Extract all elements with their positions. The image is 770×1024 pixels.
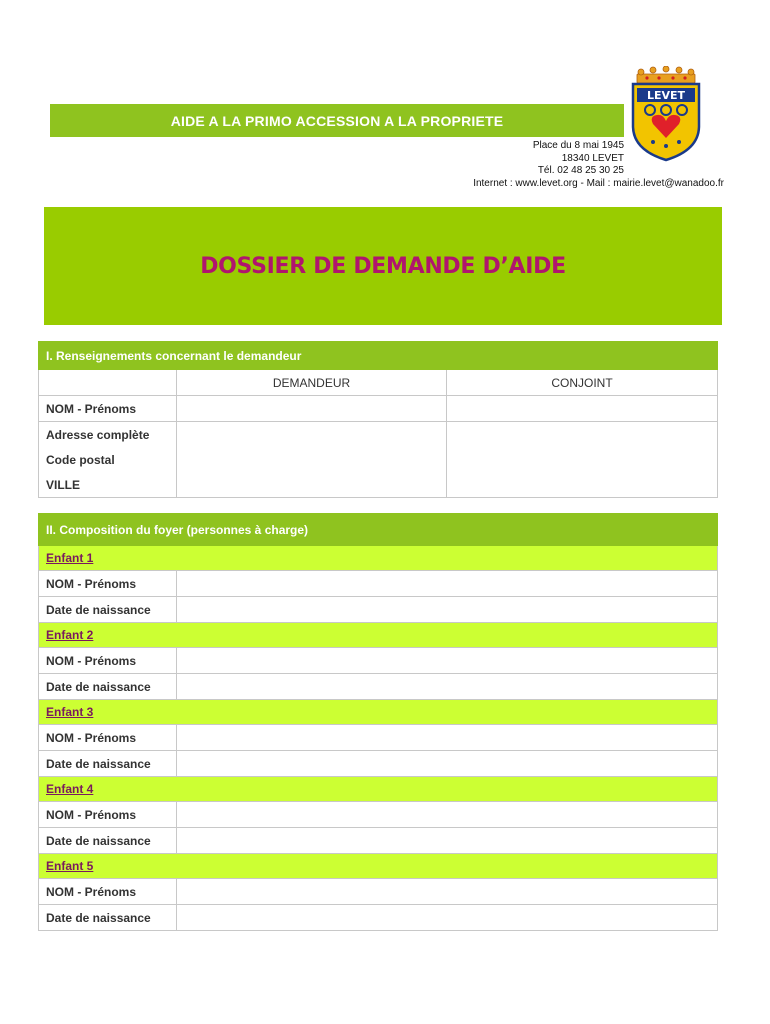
child-2-header [39, 623, 718, 648]
section-1-heading: I. Renseignements concernant le demandeur [39, 342, 718, 370]
levet-crest-logo [629, 66, 703, 162]
child-4-name-field[interactable] [177, 802, 718, 828]
child-4-dob-field[interactable] [177, 828, 718, 854]
document-title-block [44, 207, 722, 325]
conjoint-nom-field[interactable] [447, 396, 718, 422]
section-2-header [39, 514, 718, 546]
child-5-header [39, 854, 718, 879]
child-2-name-field[interactable] [177, 648, 718, 674]
row-label-nom: NOM - Prénoms [39, 396, 177, 422]
child-1-dob-field[interactable] [177, 597, 718, 623]
contact-line-1: Place du 8 mai 1945 [532, 140, 624, 151]
col-conjoint: CONJOINT [447, 370, 718, 396]
child-4-dob-label: Date de naissance [39, 828, 177, 854]
row-label-ville: VILLE [39, 473, 177, 498]
child-4-name-label: NOM - Prénoms [39, 802, 177, 828]
child-5-dob-label: Date de naissance [39, 905, 177, 931]
section-2-heading: II. Composition du foyer (personnes à charge) [39, 514, 718, 546]
child-5-name-label: NOM - Prénoms [39, 879, 177, 905]
row-label-adresse: Adresse complète [39, 422, 177, 448]
child-3-dob-label: Date de naissance [39, 751, 177, 777]
child-4-header [39, 777, 718, 802]
child-2-name-label: NOM - Prénoms [39, 648, 177, 674]
child-1-name-label: NOM - Prénoms [39, 571, 177, 597]
child-3-name-label: NOM - Prénoms [39, 725, 177, 751]
child-3-dob-field[interactable] [177, 751, 718, 777]
child-3-header [39, 700, 718, 725]
child-5-name-field[interactable] [177, 879, 718, 905]
child-2-dob-field[interactable] [177, 674, 718, 700]
child-5-label: Enfant 5 [46, 859, 94, 873]
top-banner [50, 104, 624, 137]
empty-corner-cell [39, 370, 177, 396]
applicant-table [38, 341, 718, 498]
document-title: DOSSIER DE DEMANDE D’AIDE [200, 253, 566, 279]
col-demandeur: DEMANDEUR [177, 370, 447, 396]
banner-title: AIDE A LA PRIMO ACCESSION A LA PROPRIETE [170, 112, 504, 129]
section-1-header [39, 342, 718, 370]
child-1-name-field[interactable] [177, 571, 718, 597]
conjoint-address-field[interactable] [447, 422, 718, 498]
row-label-code-postal: Code postal [39, 448, 177, 473]
child-4-label: Enfant 4 [46, 782, 94, 796]
child-1-header [39, 546, 718, 571]
contact-line-2: 18340 LEVET [561, 152, 624, 164]
demandeur-address-field[interactable] [177, 422, 447, 498]
logo-text: LEVET [646, 89, 686, 102]
household-table [38, 513, 718, 931]
contact-line-4: Internet : www.levet.org - Mail : mairie.levet@wanadoo.fr [473, 177, 724, 189]
child-1-dob-label: Date de naissance [39, 597, 177, 623]
child-2-dob-label: Date de naissance [39, 674, 177, 700]
child-5-dob-field[interactable] [177, 905, 718, 931]
child-1-label: Enfant 1 [46, 551, 94, 565]
child-3-name-field[interactable] [177, 725, 718, 751]
contact-block [373, 140, 724, 190]
child-2-label: Enfant 2 [46, 628, 94, 642]
child-3-label: Enfant 3 [46, 705, 94, 719]
demandeur-nom-field[interactable] [177, 396, 447, 422]
contact-line-3: Tél. 02 48 25 30 25 [537, 165, 624, 176]
